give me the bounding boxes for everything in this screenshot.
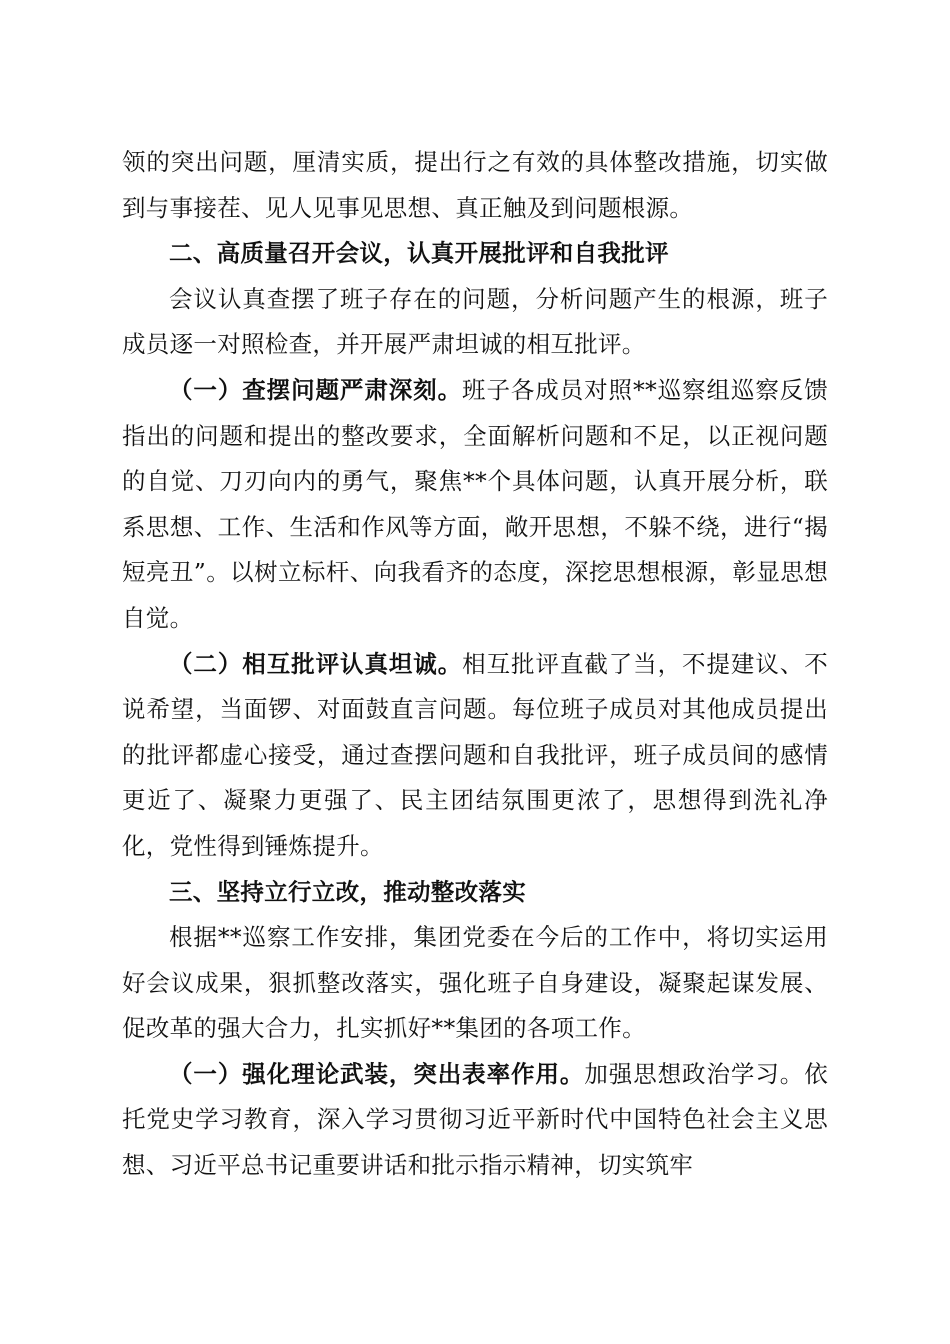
subheading-lead: （二）相互批评认真坦诚。 xyxy=(169,649,463,678)
paragraph-text: 领的突出问题，厘清实质，提出行之有效的具体整改措施，切实做到与事接茬、见人见事见思想、真正触及到问题根源。 xyxy=(122,148,828,222)
section-heading-2 xyxy=(122,231,828,277)
paragraph-text: 相互批评直截了当，不提建议、不说希望，当面锣、对面鼓直言问题。每位班子成员对其他成员提出的批评都虚心接受，通过查摆问题和自我批评，班子成员间的感情更近了、凝聚力更强了、民主团结氛围更浓了，思想得到洗礼净化，党性得到锤炼提升。 xyxy=(122,649,828,860)
paragraph-theory-study xyxy=(122,1052,828,1189)
subheading-lead: （一）查摆问题严肃深刻。 xyxy=(169,375,463,404)
paragraph-continuation xyxy=(122,140,828,231)
paragraph-text: 根据**巡察工作安排，集团党委在今后的工作中，将切实运用好会议成果，狠抓整改落实，强化班子自身建设，凝聚起谋发展、促改革的强大合力，扎实抓好**集团的各项工作。 xyxy=(122,923,828,1043)
heading-text: 二、高质量召开会议，认真开展批评和自我批评 xyxy=(169,239,669,268)
heading-text: 三、坚持立行立改，推动整改落实 xyxy=(169,877,526,906)
paragraph-text: 班子各成员对照**巡察组巡察反馈指出的问题和提出的整改要求，全面解析问题和不足，以正视问题的自觉、刀刃向内的勇气，聚焦**个具体问题，认真开展分析，联系思想、工作、生活和作风等方面，敞开思想，不躲不绕，进行“揭短亮丑”。以树立标杆、向我看齐的态度，深挖思想根源，彰显思想自觉。 xyxy=(122,375,828,632)
section-heading-3 xyxy=(122,870,828,916)
document-body xyxy=(122,140,828,1189)
paragraph-rectification-plan xyxy=(122,915,828,1052)
paragraph-mutual-criticism xyxy=(122,642,828,870)
paragraph-text: 会议认真查摆了班子存在的问题，分析问题产生的根源，班子成员逐一对照检查，并开展严肃坦诚的相互批评。 xyxy=(122,284,828,359)
paragraph-text: 加强思想政治学习。依托党史学习教育，深入学习贯彻习近平新时代中国特色社会主义思想、习近平总书记重要讲话和批示指示精神，切实筑牢 xyxy=(122,1059,829,1180)
paragraph-meeting-review xyxy=(122,277,828,368)
paragraph-problem-review xyxy=(122,368,828,642)
subheading-lead: （一）强化理论武装，突出表率作用。 xyxy=(169,1059,585,1088)
